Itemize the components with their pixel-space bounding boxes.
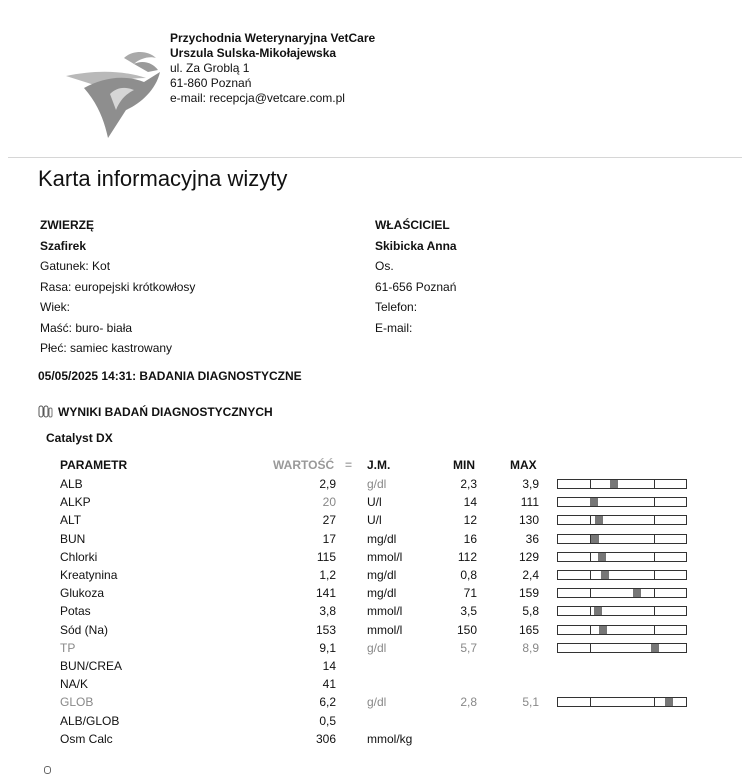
table-row: [0, 604, 750, 622]
param-name: ALKP: [60, 495, 91, 510]
param-max: 5,8: [522, 604, 539, 619]
param-value: 14: [322, 659, 336, 673]
param-value: 1,2: [319, 568, 336, 582]
range-tick: [590, 571, 591, 579]
range-tick: [590, 589, 591, 597]
table-row: [0, 732, 750, 750]
param-min: 2,3: [460, 477, 477, 491]
owner-name: Skibicka Anna: [375, 238, 457, 253]
range-tick: [654, 698, 655, 706]
range-marker: [591, 535, 599, 543]
param-max: 130: [518, 513, 539, 528]
results-table-header: [0, 458, 750, 474]
param-value: 20: [322, 495, 336, 510]
table-row: [0, 714, 750, 732]
param-name: ALB: [60, 477, 83, 491]
value-header: WARTOŚĆ: [273, 458, 335, 472]
footer-mark: [44, 766, 51, 774]
clinic-header: [170, 31, 375, 106]
range-marker: [610, 480, 618, 488]
param-unit: mmol/l: [367, 549, 403, 564]
range-tick: [590, 698, 591, 706]
visit-line: 05/05/2025 14:31: BADANIA DIAGNOSTYCZNE: [38, 369, 302, 383]
header-divider: [8, 157, 742, 158]
param-name: ALB/GLOB: [60, 713, 120, 728]
param-max: 8,9: [522, 640, 539, 655]
param-name: Osm Calc: [60, 731, 113, 746]
range-tick: [654, 607, 655, 615]
param-max: 165: [518, 622, 539, 637]
results-heading-text: WYNIKI BADAŃ DIAGNOSTYCZNYCH: [58, 405, 273, 419]
animal-heading: ZWIERZĘ: [40, 218, 94, 232]
range-bar: [557, 497, 687, 507]
param-min: 71: [463, 586, 477, 601]
param-min: 5,7: [460, 640, 477, 655]
document-title: Karta informacyjna wizyty: [38, 166, 288, 191]
param-name: GLOB: [60, 695, 94, 710]
param-unit: g/dl: [367, 640, 387, 655]
clinic-logo: [64, 48, 168, 142]
param-min: 3,5: [460, 604, 477, 619]
unit-header: J.M.: [367, 458, 391, 472]
table-row: [0, 568, 750, 586]
param-name: NA/K: [60, 677, 89, 692]
animal-sex: Płeć: samiec kastrowany: [40, 341, 173, 355]
param-name: Sód (Na): [60, 622, 109, 637]
param-value: 27: [322, 513, 336, 528]
param-max: 129: [518, 549, 539, 564]
param-value: 17: [322, 531, 336, 546]
param-value: 2,9: [319, 477, 336, 491]
param-min: 112: [457, 549, 477, 564]
animal-breed: Rasa: europejski krótkowłosy: [40, 279, 196, 294]
range-tick: [590, 553, 591, 561]
range-bar: [557, 588, 687, 598]
analyzer-name: Catalyst DX: [46, 431, 113, 445]
range-bar: [557, 515, 687, 525]
range-bar: [557, 606, 687, 616]
range-marker: [599, 626, 607, 634]
animal-age: Wiek:: [40, 300, 70, 314]
results-heading: [38, 405, 273, 419]
range-tick: [590, 626, 591, 634]
param-value: 153: [315, 622, 336, 637]
range-bar: [557, 479, 687, 489]
param-max: 36: [525, 531, 539, 546]
param-name: Kreatynina: [60, 568, 118, 582]
range-tick: [590, 480, 591, 488]
range-marker: [590, 498, 598, 506]
param-value: 9,1: [319, 640, 336, 655]
equals-sign: =: [345, 458, 353, 472]
clinic-street: ul. Za Groblą 1: [170, 61, 250, 75]
param-unit: g/dl: [367, 695, 387, 710]
param-value: 0,5: [319, 713, 336, 728]
animal-color: Maść: buro- biała: [40, 320, 133, 335]
param-min: 14: [463, 495, 477, 510]
param-min: 2,8: [460, 695, 477, 710]
param-min: 150: [456, 622, 477, 637]
table-row: [0, 641, 750, 659]
range-marker: [594, 607, 602, 615]
param-name: ALT: [60, 513, 82, 528]
range-marker: [665, 698, 673, 706]
range-tick: [654, 589, 655, 597]
owner-section: [375, 215, 457, 338]
range-tick: [654, 626, 655, 634]
owner-email: E-mail:: [375, 320, 413, 335]
param-max: 5,1: [522, 695, 539, 710]
table-row: [0, 677, 750, 695]
param-unit: U/l: [367, 513, 382, 528]
table-row: [0, 586, 750, 604]
param-unit: mmol/l: [367, 622, 403, 637]
param-name: BUN: [60, 531, 86, 546]
table-row: [0, 550, 750, 568]
animal-section: [40, 215, 195, 359]
param-min: 16: [463, 531, 477, 546]
param-max: 159: [518, 586, 539, 601]
range-tick: [654, 516, 655, 524]
range-tick: [654, 535, 655, 543]
param-value: 115: [316, 549, 336, 564]
param-unit: mmol/l: [367, 604, 403, 619]
param-name: Chlorki: [60, 549, 98, 564]
range-marker: [598, 553, 606, 561]
range-tick: [654, 480, 655, 488]
param-name: TP: [60, 640, 76, 655]
range-tick: [654, 571, 655, 579]
param-value: 41: [322, 677, 336, 692]
range-tick: [590, 644, 591, 652]
param-unit: mg/dl: [367, 531, 397, 546]
param-max: 3,9: [522, 477, 539, 491]
table-row: [0, 477, 750, 495]
owner-address: Os.: [375, 259, 394, 273]
table-row: [0, 623, 750, 641]
range-marker: [633, 589, 641, 597]
param-value: 141: [315, 586, 336, 601]
range-tick: [590, 516, 591, 524]
range-marker: [601, 571, 609, 579]
param-name: Glukoza: [60, 586, 105, 601]
param-max: 2,4: [522, 568, 539, 582]
max-header: MAX: [510, 458, 537, 472]
param-unit: mg/dl: [367, 586, 397, 601]
param-value: 6,2: [319, 695, 336, 710]
animal-species: Gatunek: Kot: [40, 259, 111, 273]
owner-phone: Telefon:: [375, 300, 418, 314]
param-min: 12: [463, 513, 477, 528]
range-bar: [557, 534, 687, 544]
range-marker: [595, 516, 603, 524]
range-bar: [557, 552, 687, 562]
param-unit: U/l: [367, 495, 382, 510]
range-bar: [557, 697, 687, 707]
param-unit: mg/dl: [367, 568, 397, 582]
table-row: [0, 495, 750, 513]
range-tick: [590, 607, 591, 615]
animal-name: Szafirek: [40, 238, 87, 253]
owner-heading: WŁAŚCICIEL: [375, 218, 450, 232]
param-unit: mmol/kg: [367, 731, 413, 746]
owner-city: 61-656 Poznań: [375, 279, 457, 294]
param-header: PARAMETR: [60, 458, 128, 472]
clinic-name: Przychodnia Weterynaryjna VetCare: [170, 31, 376, 45]
param-min: 0,8: [460, 568, 477, 582]
table-row: [0, 532, 750, 550]
test-tubes-icon: [38, 405, 54, 419]
param-value: 306: [315, 731, 336, 746]
param-name: BUN/CREA: [60, 659, 123, 673]
param-unit: g/dl: [367, 477, 387, 491]
range-bar: [557, 625, 687, 635]
table-row: [0, 659, 750, 677]
table-row: [0, 695, 750, 713]
table-row: [0, 513, 750, 531]
range-tick: [654, 498, 655, 506]
param-max: 111: [520, 495, 539, 510]
clinic-city: 61-860 Poznań: [170, 76, 252, 90]
range-marker: [651, 644, 659, 652]
clinic-doctor: Urszula Sulska-Mikołajewska: [170, 46, 337, 60]
param-value: 3,8: [319, 604, 336, 619]
range-tick: [654, 553, 655, 561]
min-header: MIN: [453, 458, 475, 472]
range-bar: [557, 570, 687, 580]
range-bar: [557, 643, 687, 653]
clinic-email: e-mail: recepcja@vetcare.com.pl: [170, 91, 345, 105]
param-name: Potas: [60, 604, 91, 619]
